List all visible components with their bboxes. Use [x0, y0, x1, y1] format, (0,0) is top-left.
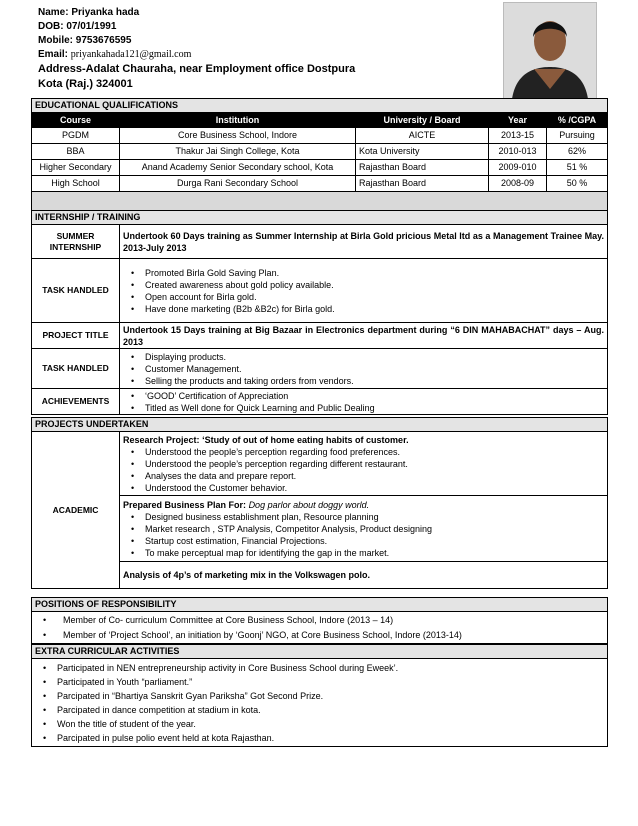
cell-cgpa: Pursuing: [547, 128, 608, 144]
cell-institution: Thakur Jai Singh College, Kota: [120, 144, 356, 160]
list-item: • Market research , STP Analysis, Competitor Analysis, Product designing: [123, 523, 604, 535]
cell-institution: Durga Rani Secondary School: [120, 176, 356, 192]
address-line-1: Address-Adalat Chauraha, near Employment office Dostpura: [38, 63, 356, 75]
list-item: • Won the title of student of the year.: [35, 717, 604, 731]
education-section-title: EDUCATIONAL QUALIFICATIONS: [32, 99, 608, 113]
cell-board: AICTE: [356, 128, 489, 144]
achievements-list: [120, 389, 608, 415]
cell-course: Higher Secondary: [32, 160, 120, 176]
cell-institution: Core Business School, Indore: [120, 128, 356, 144]
column-header-year: Year: [489, 113, 547, 128]
list-item: • Participated in Youth “parliament.”: [35, 675, 604, 689]
cell-institution: Anand Academy Senior Secondary school, Kota: [120, 160, 356, 176]
list-item: • Created awareness about gold policy available.: [123, 279, 604, 291]
column-header-course: Course: [32, 113, 120, 128]
positions-list: [32, 612, 608, 644]
column-header-board: University / Board: [356, 113, 489, 128]
academic-label: ACADEMIC: [32, 432, 120, 589]
summer-internship-text: Undertook 60 Days training as Summer Internship at Birla Gold pricious Metal ltd as a Management Trainee May. 2013-July 2013: [120, 225, 608, 259]
task-handled-list-2: [120, 349, 608, 389]
list-item: • Startup cost estimation, Financial Projections.: [123, 535, 604, 547]
list-item: • Member of ‘Project School’, an initiation by ‘Goonj’ NGO, at Core Business School, Indore (2013-14): [35, 628, 604, 643]
list-item: • Open account for Birla gold.: [123, 291, 604, 303]
name-line: Name: Priyanka hada: [38, 7, 140, 18]
business-plan-project: [120, 496, 608, 562]
cell-board: Rajasthan Board: [356, 176, 489, 192]
email-value: priyankahada121@gmail.com: [70, 49, 192, 60]
project-title-label: PROJECT TITLE: [32, 323, 120, 349]
list-item: • Analyses the data and prepare report.: [123, 470, 604, 482]
extra-curricular-table: [31, 644, 608, 747]
cell-year: 2010-013: [489, 144, 547, 160]
list-item: • Designed business establishment plan, Resource planning: [123, 511, 604, 523]
projects-table: [31, 417, 608, 589]
list-item: • Understood the people’s perception regarding food preferences.: [123, 446, 604, 458]
email-line: Email: priyankahada121@gmail.com: [38, 49, 192, 60]
internship-table: [31, 210, 608, 415]
task-handled-label-2: TASK HANDLED: [32, 349, 120, 389]
list-item: • Titled as Well done for Quick Learning and Public Dealing: [123, 402, 604, 414]
table-row: [32, 160, 608, 176]
project-title-text: Undertook 15 Days training at Big Bazaar in Electronics department during “6 DIN MAHABACHAT” days – Aug. 2013: [120, 323, 608, 349]
list-item: • Parcipated in pulse polio event held at kota Rajasthan.: [35, 731, 604, 745]
table-row: [32, 128, 608, 144]
list-item: • Understood the Customer behavior.: [123, 482, 604, 494]
cell-cgpa: 50 %: [547, 176, 608, 192]
cell-cgpa: 51 %: [547, 160, 608, 176]
dob-line: DOB: 07/01/1991: [38, 21, 117, 32]
internship-section-title: INTERNSHIP / TRAINING: [32, 211, 608, 225]
column-header-cgpa: % /CGPA: [547, 113, 608, 128]
table-row: [32, 144, 608, 160]
resume-header: [38, 6, 498, 92]
marketing-mix-project: Analysis of 4p’s of marketing mix in the Volkswagen polo.: [120, 562, 608, 589]
list-item: • Selling the products and taking orders from vendors.: [123, 375, 604, 387]
cell-course: PGDM: [32, 128, 120, 144]
positions-section-title: POSITIONS OF RESPONSIBILITY: [32, 598, 608, 612]
table-row: [32, 176, 608, 192]
list-item: • Member of Co- curriculum Committee at Core Business School, Indore (2013 – 14): [35, 613, 604, 628]
list-item: • Have done marketing (B2b &B2c) for Birla gold.: [123, 303, 604, 315]
summer-internship-label: SUMMER INTERNSHIP: [32, 225, 120, 259]
research-project: [120, 432, 608, 496]
task-handled-list: [120, 259, 608, 323]
list-item: • Participated in NEN entrepreneurship activity in Core Business School during Eweek’.: [35, 661, 604, 675]
list-item: • Understood the people’s perception regarding different restaurant.: [123, 458, 604, 470]
candidate-name: Priyanka hada: [71, 7, 140, 18]
extra-section-title: EXTRA CURRICULAR ACTIVITIES: [32, 645, 608, 659]
business-plan-heading: Prepared Business Plan For: Dog parlor about doggy world.: [123, 499, 370, 510]
extra-list: [32, 659, 608, 747]
cell-cgpa: 62%: [547, 144, 608, 160]
cell-year: 2009-010: [489, 160, 547, 176]
cell-board: Rajasthan Board: [356, 160, 489, 176]
list-item: • ‘GOOD’ Certification of Appreciation: [123, 390, 604, 402]
column-header-institution: Institution: [120, 113, 356, 128]
task-handled-label: TASK HANDLED: [32, 259, 120, 323]
list-item: • Parcipated in dance competition at stadium in kota.: [35, 703, 604, 717]
research-project-heading: Research Project: ‘Study of out of home eating habits of customer.: [123, 434, 409, 445]
list-item: • Promoted Birla Gold Saving Plan.: [123, 267, 604, 279]
positions-table: [31, 597, 608, 644]
cell-board: Kota University: [356, 144, 489, 160]
cell-year: 2013-15: [489, 128, 547, 144]
list-item: • Displaying products.: [123, 351, 604, 363]
spacer-band: [32, 192, 608, 212]
cell-year: 2008-09: [489, 176, 547, 192]
list-item: • Parcipated in “Bhartiya Sanskrit Gyan Pariksha” Got Second Prize.: [35, 689, 604, 703]
cell-course: High School: [32, 176, 120, 192]
mobile-line: Mobile: 9753676595: [38, 35, 132, 46]
cell-course: BBA: [32, 144, 120, 160]
list-item: • Customer Management.: [123, 363, 604, 375]
list-item: • To make perceptual map for identifying the gap in the market.: [123, 547, 604, 559]
dob-value: 07/01/1991: [66, 21, 117, 32]
profile-photo: [503, 2, 597, 100]
achievements-label: ACHIEVEMENTS: [32, 389, 120, 415]
mobile-value: 9753676595: [75, 35, 132, 46]
projects-section-title: PROJECTS UNDERTAKEN: [32, 418, 608, 432]
address-line-2: Kota (Raj.) 324001: [38, 78, 133, 90]
education-table: [31, 98, 608, 212]
